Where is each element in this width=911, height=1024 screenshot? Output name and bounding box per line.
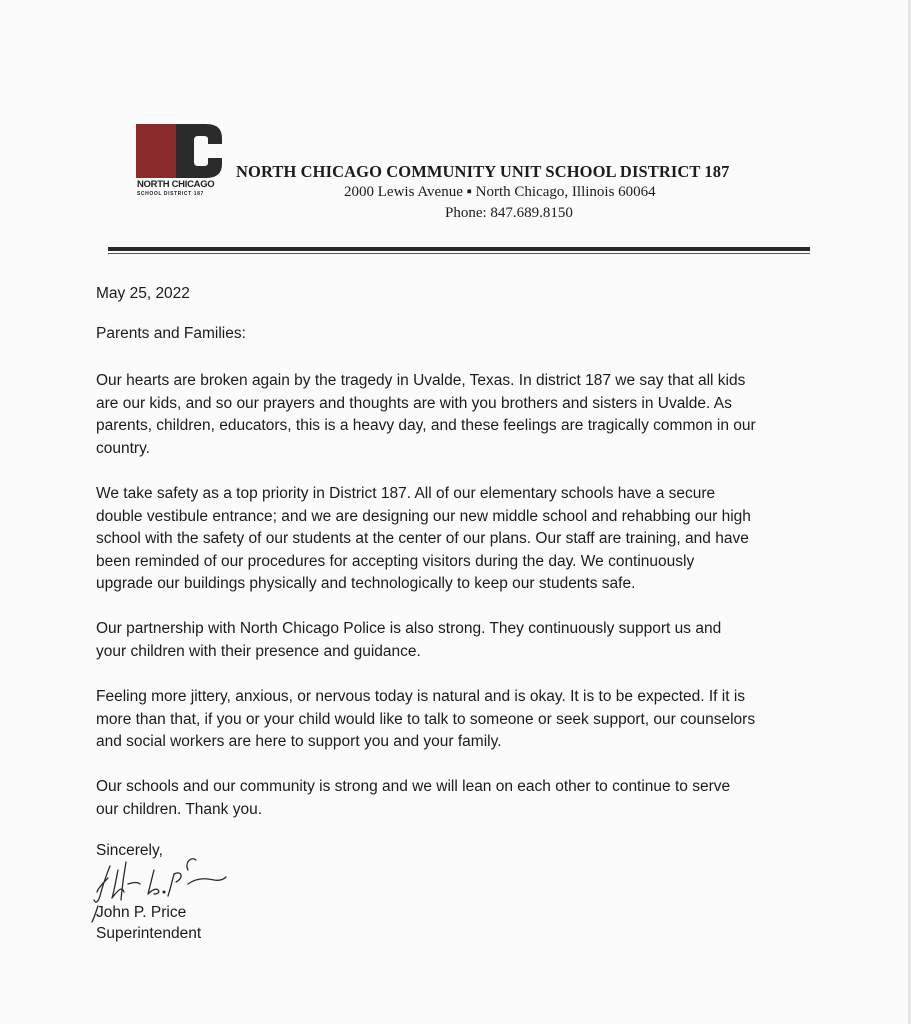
paragraph-4 (96, 686, 808, 754)
paragraph-line: Our schools and our community is strong and we will lean on each other to continue to serve (96, 778, 731, 795)
paragraph-line: our children. Thank you. (96, 800, 263, 818)
paragraph-2 (96, 483, 808, 596)
paragraph-line: parents, children, educators, this is a heavy day, and these feelings are tragically common in our (96, 417, 756, 434)
paragraph-line: are our kids, and so our prayers and thoughts are with you brothers and sisters in Uvalde. As (96, 394, 732, 412)
paragraph-line: been reminded of our procedures for accepting visitors during the day. We continuously (96, 552, 695, 570)
paragraph-line: double vestibule entrance; and we are designing our new middle school and rehabbing our high (96, 507, 751, 525)
paragraph-line: Feeling more jittery, anxious, or nervous today is natural and is okay. It is to be expected. If it is (96, 688, 746, 705)
paragraph-line: school with the safety of our students at the center of our plans. Our staff are training, and have (96, 530, 749, 547)
paragraph-line: We take safety as a top priority in District 187. All of our elementary schools have a secure (96, 485, 716, 502)
paragraph-line: your children with their presence and guidance. (96, 642, 421, 660)
signer-name: John P. Price (96, 904, 187, 921)
header-divider (108, 247, 810, 251)
logo-subtitle: SCHOOL DISTRICT 187 (137, 191, 204, 197)
letter-date: May 25, 2022 (96, 285, 190, 302)
paragraph-1 (96, 370, 808, 460)
org-name: NORTH CHICAGO COMMUNITY UNIT SCHOOL DISTRICT 187 (236, 162, 730, 181)
paragraph-5 (96, 776, 808, 821)
org-phone: Phone: 847.689.8150 (445, 205, 573, 221)
header-divider-thin (108, 253, 810, 254)
salutation: Parents and Families: (96, 325, 246, 342)
logo-name: NORTH CHICAGO (137, 179, 215, 190)
paragraph-line: Our partnership with North Chicago Police is also strong. They continuously support us and (96, 620, 722, 637)
paragraph-line: upgrade our buildings physically and technologically to keep our students safe. (96, 575, 636, 592)
paragraph-line: and social workers are here to support you and your family. (96, 733, 502, 750)
signer-title: Superintendent (96, 925, 202, 942)
paragraph-line: Our hearts are broken again by the tragedy in Uvalde, Texas. In district 187 we say that all kids (96, 372, 746, 389)
paragraph-3 (96, 618, 808, 663)
org-address: 2000 Lewis Avenue ▪ North Chicago, Illinois 60064 (344, 184, 656, 200)
nc-logo-mark (136, 124, 222, 178)
closing: Sincerely, (96, 842, 163, 859)
district-logo (136, 124, 226, 202)
paragraph-line: country. (96, 439, 150, 457)
paragraph-line: more than that, if you or your child would like to talk to someone or seek support, our counselors (96, 710, 756, 728)
